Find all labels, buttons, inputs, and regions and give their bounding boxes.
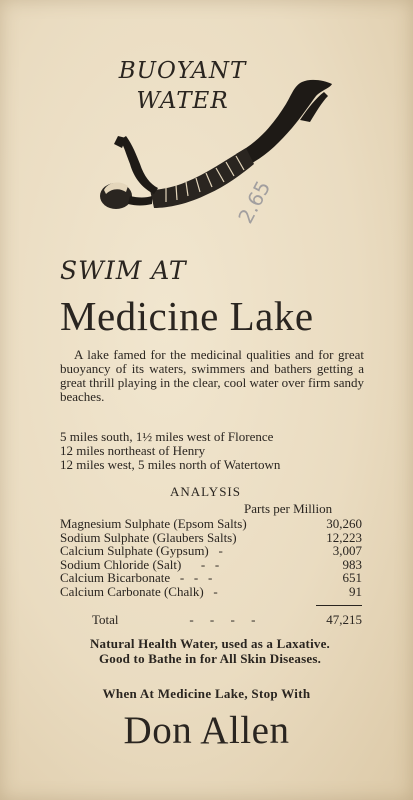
analysis-row xyxy=(60,544,362,558)
intro-paragraph: A lake famed for the medicinal qualities and for great buoyancy of its waters, swimmers and bathers getting a great thrill playing in the clear, cool water over firm sandy beaches. xyxy=(60,347,364,404)
mineral-value: 3,007 xyxy=(332,543,362,558)
direction-item: 12 miles northeast of Henry xyxy=(60,443,206,458)
stop-with-line: When At Medicine Lake, Stop With xyxy=(102,686,311,701)
total-label: Total xyxy=(92,612,119,627)
mineral-name: Sodium Chloride (Salt) - - xyxy=(60,556,220,572)
mineral-value: 30,260 xyxy=(326,516,362,531)
analysis-row xyxy=(60,585,362,599)
analysis-row xyxy=(60,558,362,572)
analysis-row xyxy=(60,517,362,531)
proprietor-name: Don Allen xyxy=(123,709,290,752)
total-rule xyxy=(316,605,362,606)
analysis-row xyxy=(60,571,362,585)
mineral-name: Magnesium Sulphate (Epsom Salts) xyxy=(60,516,247,531)
direction-item: 5 miles south, 1½ miles west of Florence xyxy=(60,429,274,444)
analysis-heading: ANALYSIS xyxy=(170,484,241,499)
health-line-1: Natural Health Water, used as a Laxative. xyxy=(89,636,331,651)
directions-list xyxy=(60,430,370,472)
mineral-value: 12,223 xyxy=(326,529,362,545)
mineral-value: 983 xyxy=(342,556,362,572)
headline-line-1: BUOYANT xyxy=(118,58,247,84)
mineral-name: Calcium Carbonate (Chalk) - xyxy=(60,583,218,599)
mineral-value: 91 xyxy=(349,583,362,599)
analysis-row xyxy=(60,531,362,545)
total-row xyxy=(92,612,362,628)
mineral-name: Sodium Sulphate (Glaubers Salts) xyxy=(60,529,237,545)
health-claims xyxy=(50,636,370,666)
unit-label: Parts per Million xyxy=(244,501,333,516)
mineral-value: 651 xyxy=(342,570,362,585)
direction-item: 12 miles west, 5 miles north of Watertown xyxy=(60,457,281,472)
mineral-name: Calcium Sulphate (Gypsum) - xyxy=(60,543,223,558)
analysis-table xyxy=(60,517,362,598)
total-dashes: - - - - xyxy=(189,612,256,627)
pencil-annotation: 2.65 xyxy=(233,176,276,228)
headline-line-2: WATER xyxy=(136,88,229,114)
mineral-name: Calcium Bicarbonate - - - xyxy=(60,570,213,585)
diving-swimmer-illustration xyxy=(96,74,336,224)
swim-at-heading: SWIM AT xyxy=(60,256,187,285)
total-value: 47,215 xyxy=(326,612,362,627)
health-line-2: Good to Bathe in for All Skin Diseases. xyxy=(98,651,322,666)
lake-title: Medicine Lake xyxy=(60,293,314,339)
